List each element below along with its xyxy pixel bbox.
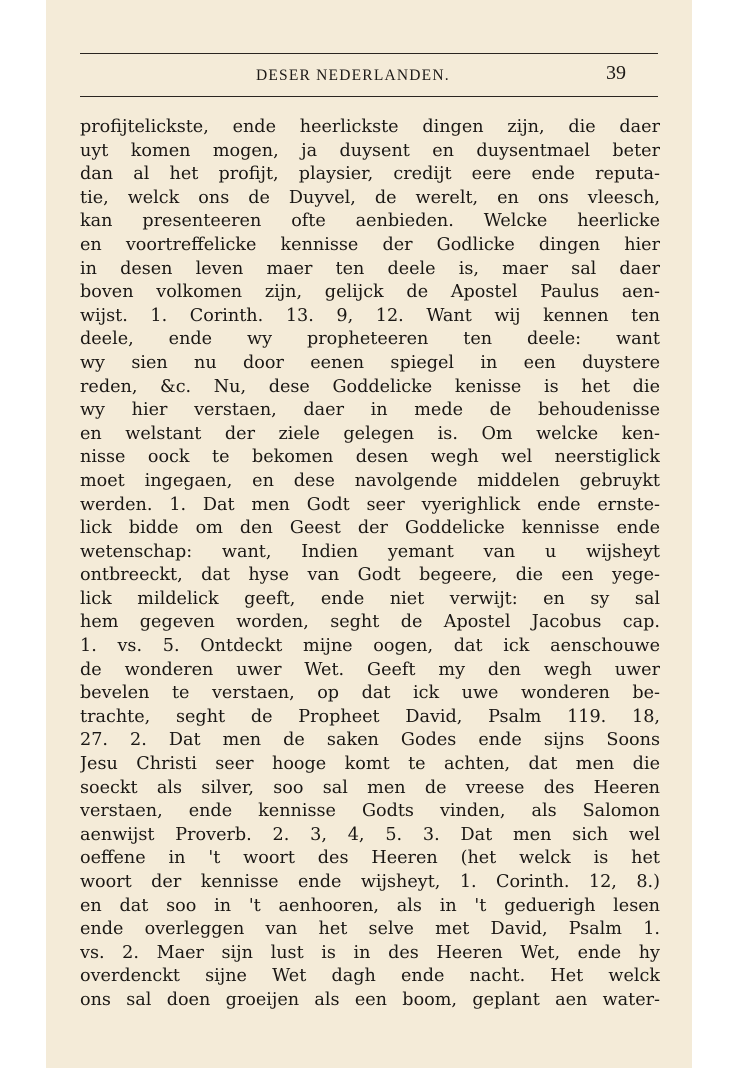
text-line: nisse oock te bekomen desen wegh wel neerstiglick: [80, 447, 660, 468]
text-line: aenwijst Proverb. 2. 3, 4, 5. 3. Dat men sich wel: [80, 824, 660, 845]
text-line: tie, welck ons de Duyvel, de werelt, en ons vleesch,: [80, 187, 660, 208]
text-line: ons sal doen groeijen als een boom, geplant aen water-: [80, 989, 660, 1010]
book-page: [46, 0, 692, 1068]
text-line: in desen leven maer ten deele is, maer sal daer: [80, 258, 660, 279]
text-line: vs. 2. Maer sijn lust is in des Heeren Wet, ende hy: [80, 942, 660, 963]
text-line: Jesu Christi seer hooge komt te achten, dat men die: [80, 754, 660, 775]
text-line: 1. vs. 5. Ontdeckt mijne oogen, dat ick aenschouwe: [80, 636, 660, 657]
running-header-title: DESER NEDERLANDEN.: [256, 67, 450, 84]
text-line: trachte, seght de Propheet David, Psalm 119. 18,: [80, 706, 660, 727]
header-bottom-rule: [80, 96, 658, 97]
text-line: 27. 2. Dat men de saken Godes ende sijns Soons: [80, 730, 660, 751]
text-line: dan al het profijt, playsier, credijt eere ende reputa-: [80, 164, 660, 185]
text-line: overdenckt sijne Wet dagh ende nacht. Het welck: [80, 966, 660, 987]
text-line: lick bidde om den Geest der Goddelicke kennisse ende: [80, 518, 660, 539]
text-line: ende overleggen van het selve met David, Psalm 1.: [80, 919, 660, 940]
text-line: ontbreeckt, dat hyse van Godt begeere, die een yege-: [80, 565, 660, 586]
text-line: en dat soo in 't aenhooren, als in 't geduerigh lesen: [80, 895, 660, 916]
body-text: [80, 116, 660, 1013]
header-top-rule: [80, 53, 658, 54]
text-line: wy sien nu door eenen spiegel in een duystere: [80, 352, 660, 373]
text-line: en voortreffelicke kennisse der Godlicke dingen hier: [80, 234, 660, 255]
text-line: wy hier verstaen, daer in mede de behoudenisse: [80, 400, 660, 421]
text-line: hem gegeven worden, seght de Apostel Jacobus cap.: [80, 612, 660, 633]
text-line: soeckt als silver, soo sal men de vreese des Heeren: [80, 777, 660, 798]
text-line: kan presenteeren ofte aenbieden. Welcke heerlicke: [80, 211, 660, 232]
text-line: wijst. 1. Corinth. 13. 9, 12. Want wij kennen ten: [80, 305, 660, 326]
text-line: woort der kennisse ende wijsheyt, 1. Corinth. 12, 8.): [80, 872, 660, 892]
text-line: bevelen te verstaen, op dat ick uwe wonderen be-: [80, 683, 660, 704]
text-line: verstaen, ende kennisse Godts vinden, als Salomon: [80, 801, 660, 822]
text-line: de wonderen uwer Wet. Geeft my den wegh uwer: [80, 659, 660, 680]
text-line: moet ingegaen, en dese navolgende middelen gebruykt: [80, 470, 660, 491]
page-number: 39: [606, 62, 626, 84]
text-line: lick mildelick geeft, ende niet verwijt: en sy sal: [80, 588, 660, 609]
text-line: deele, ende wy propheteeren ten deele: want: [80, 329, 660, 350]
text-line: reden, &c. Nu, dese Goddelicke kenisse is het die: [80, 376, 660, 397]
text-line: wetenschap: want, Indien yemant van u wijsheyt: [80, 541, 660, 562]
text-line: en welstant der ziele gelegen is. Om welcke ken-: [80, 423, 660, 444]
text-line: uyt komen mogen, ja duysent en duysentmael beter: [80, 140, 660, 161]
text-line: profijtelickste, ende heerlickste dingen zijn, die daer: [80, 117, 660, 137]
text-line: werden. 1. Dat men Godt seer vyerighlick ende ernste-: [80, 494, 660, 515]
text-line: boven volkomen zijn, gelijck de Apostel Paulus aen-: [80, 282, 660, 303]
text-line: oeffene in 't woort des Heeren (het welck is het: [80, 848, 660, 869]
